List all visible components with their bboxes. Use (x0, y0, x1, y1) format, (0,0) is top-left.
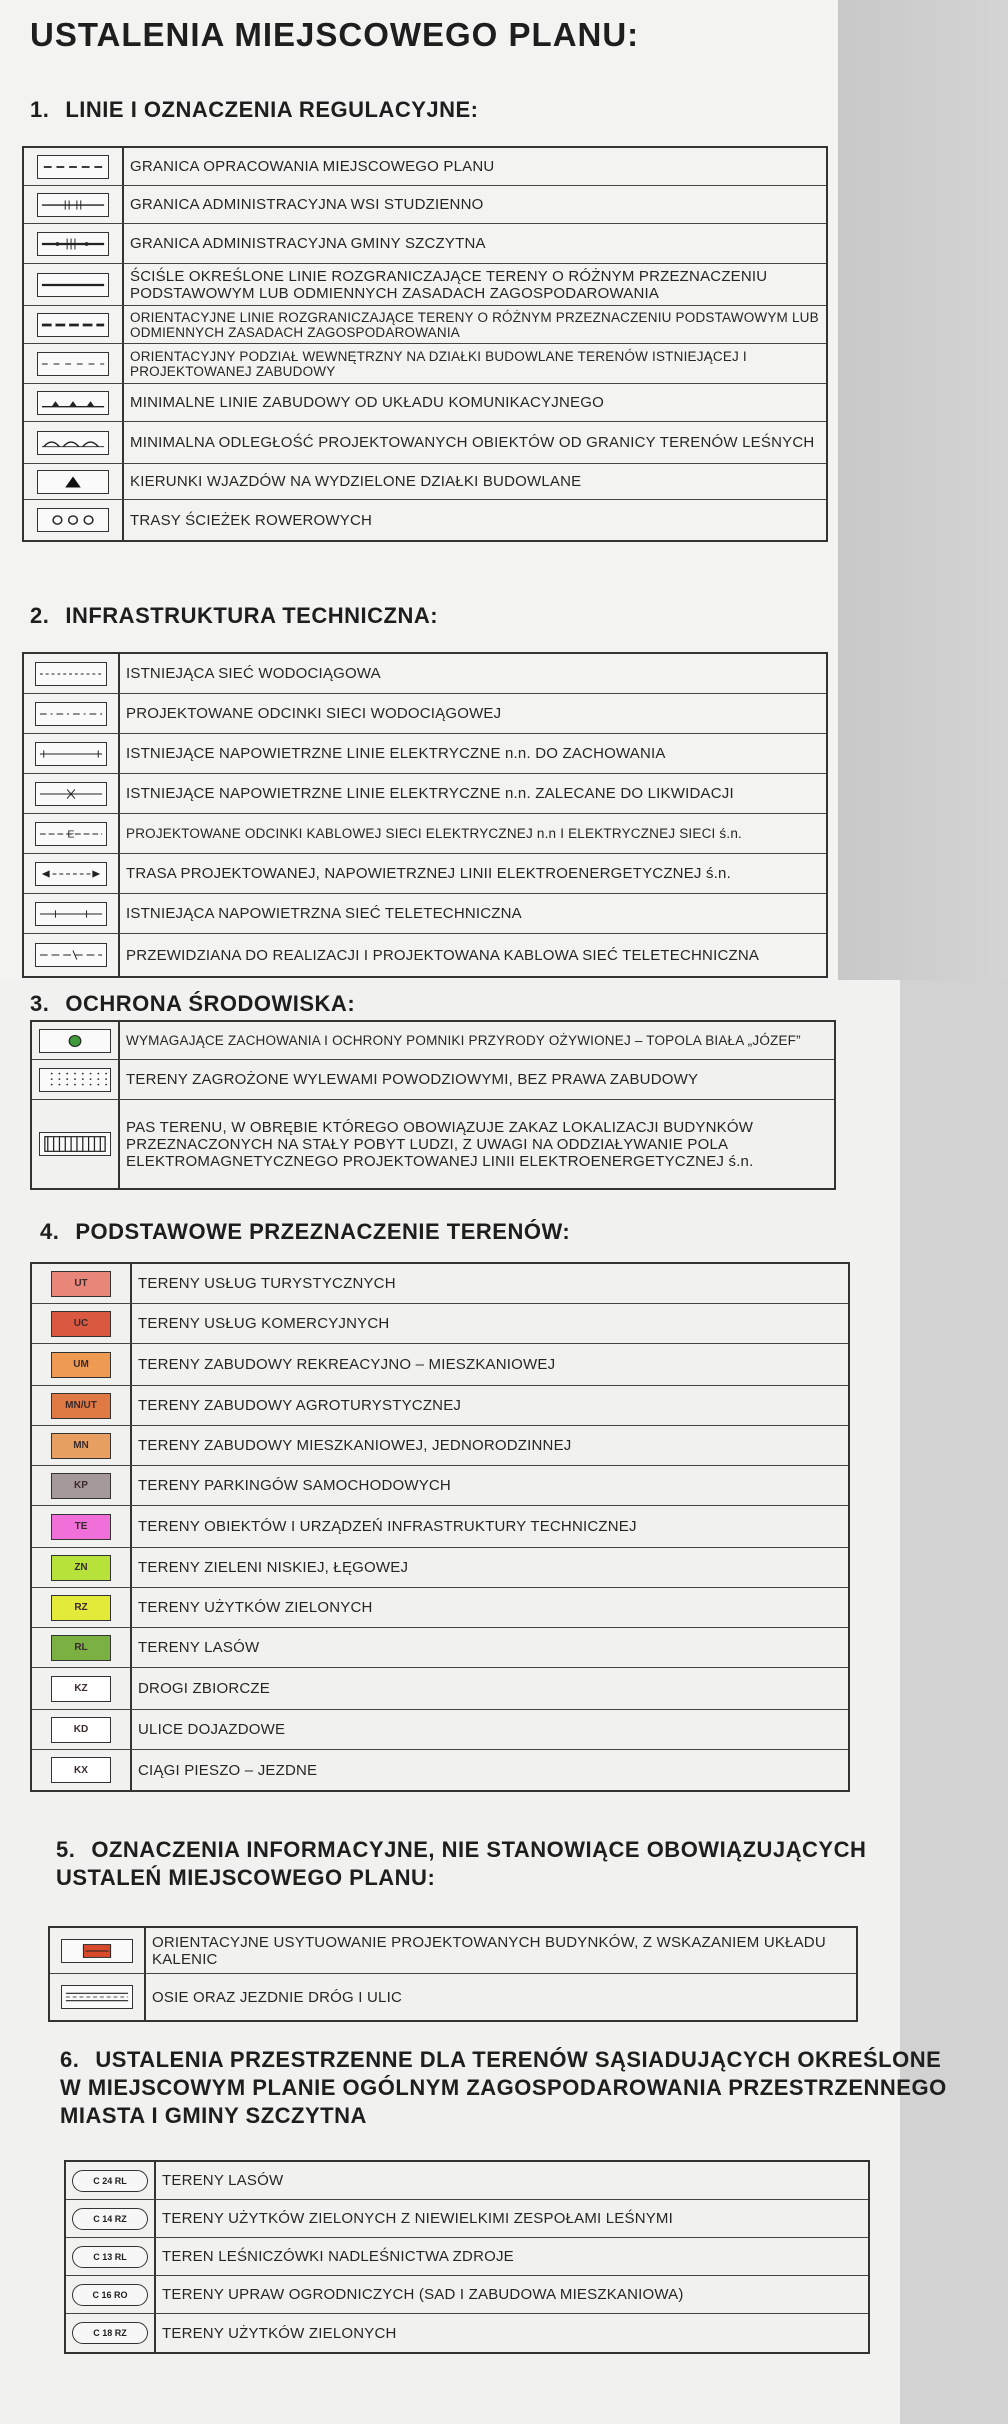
legend-description: TERENY ZAGROŻONE WYLEWAMI POWODZIOWYMI, BEZ PRAWA ZABUDOWY (126, 1071, 699, 1088)
admin-commune-line-icon (37, 232, 109, 256)
legend-row (32, 1386, 848, 1426)
land-use-swatch: RZ (51, 1595, 111, 1621)
land-use-swatch: MN/UT (51, 1393, 111, 1419)
legend-row (24, 894, 826, 934)
legend-description: MINIMALNA ODLEGŁOŚĆ PROJEKTOWANYCH OBIEKTÓW OD GRANICY TERENÓW LEŚNYCH (130, 434, 815, 451)
section-heading: PODSTAWOWE PRZEZNACZENIE TERENÓW: (75, 1219, 571, 1244)
legend-description: PRZEWIDZIANA DO REALIZACJI I PROJEKTOWANA KABLOWA SIEĆ TELETECHNICZNA (126, 946, 760, 964)
legend-row (32, 1264, 848, 1304)
legend-description: GRANICA OPRACOWANIA MIEJSCOWEGO PLANU (130, 158, 495, 175)
legend-description: DROGI ZBIORCZE (138, 1680, 270, 1697)
legend-symbol-cell (24, 694, 120, 733)
section-heading: INFRASTRUKTURA TECHNICZNA: (65, 603, 439, 628)
legend-symbol-cell (32, 1710, 132, 1749)
legend-symbol-cell (32, 1628, 132, 1667)
legend-description: CIĄGI PIESZO – JEZDNE (138, 1761, 318, 1779)
scan-background-lower (900, 980, 1008, 2424)
legend-symbol-cell (24, 422, 124, 463)
legend-row (24, 814, 826, 854)
legend-symbol-cell (24, 654, 120, 693)
legend-row (24, 306, 826, 344)
legend-row (24, 774, 826, 814)
land-use-swatch: UM (51, 1352, 111, 1378)
land-use-swatch: KZ (51, 1676, 111, 1702)
legend-symbol-cell (32, 1588, 132, 1627)
bold-dash-line-icon (37, 313, 109, 337)
legend-description: ISTNIEJĄCE NAPOWIETRZNE LINIE ELEKTRYCZNE n.n. DO ZACHOWANIA (126, 745, 666, 762)
legend-symbol-cell (24, 464, 124, 499)
legend-description: ŚCIŚLE OKREŚLONE LINIE ROZGRANICZAJĄCE TERENY O RÓŻNYM PRZEZNACZENIU PODSTAWOWYM LUB ODMIENNYCH ZASADACH ZAGOSPODAROWANIA (130, 267, 768, 302)
road-icon (61, 1985, 133, 2009)
section-title-4 (40, 1218, 840, 1246)
triangle-line-icon (37, 391, 109, 415)
legend-description: TERENY USŁUG KOMERCYJNYCH (138, 1315, 390, 1332)
svg-text:E: E (67, 829, 75, 841)
legend-description: TERENY UŻYTKÓW ZIELONYCH (138, 1599, 373, 1616)
legend-row (50, 1928, 856, 1974)
legend-symbol-cell (24, 148, 124, 185)
legend-table-4 (30, 1262, 850, 1792)
power-remove-icon (35, 782, 107, 806)
legend-description: PAS TERENU, W OBRĘBIE KTÓREGO OBOWIĄZUJE ZAKAZ LOKALIZACJI BUDYNKÓW PRZEZNACZONYCH NA STAŁY POBYT LUDZI, Z UWAGI NA ODDZIAŁYWANIE POLA ELEKTROMAGNETYCZNEGO PROJEKTOWANEJ LINII ELEKTROENERGETYCZNEJ ś.n. (126, 1118, 754, 1170)
legend-row (24, 854, 826, 894)
legend-description: PROJEKTOWANE ODCINKI SIECI WODOCIĄGOWEJ (126, 705, 502, 722)
legend-row (24, 224, 826, 264)
legend-table-6 (64, 2160, 870, 2354)
legend-symbol-cell (24, 774, 120, 813)
legend-symbol-cell (50, 1974, 146, 2020)
legend-symbol-cell (66, 2162, 156, 2199)
legend-description: ORIENTACYJNY PODZIAŁ WEWNĘTRZNY NA DZIAŁKI BUDOWLANE TERENÓW ISTNIEJĄCEJ I PROJEKTOWANEJ ZABUDOWY (130, 348, 747, 379)
legend-row (24, 654, 826, 694)
section-heading: OZNACZENIA INFORMACYJNE, NIE STANOWIĄCE OBOWIĄZUJĄCYCH USTALEŃ MIEJSCOWEGO PLANU: (56, 1837, 867, 1890)
legend-symbol-cell (24, 344, 124, 383)
land-use-swatch: ZN (51, 1555, 111, 1581)
legend-symbol-cell (66, 2314, 156, 2352)
legend-symbol-cell (32, 1060, 120, 1099)
hatch-icon (39, 1132, 111, 1156)
legend-row (32, 1668, 848, 1710)
legend-symbol-cell (24, 500, 124, 540)
legend-description: TERENY ZIELENI NISKIEJ, ŁĘGOWEJ (138, 1559, 409, 1576)
legend-description: PROJEKTOWANE ODCINKI KABLOWEJ SIECI ELEKTRYCZNEJ n.n I ELEKTRYCZNEJ SIECI ś.n. (126, 826, 742, 841)
legend-symbol-cell (66, 2238, 156, 2275)
legend-symbol-cell (24, 264, 124, 305)
legend-row (66, 2314, 868, 2352)
legend-row (24, 264, 826, 306)
section-number: 6. (60, 2047, 80, 2072)
land-use-swatch: MN (51, 1433, 111, 1459)
legend-row (24, 422, 826, 464)
legend-description: TERENY ZABUDOWY MIESZKANIOWEJ, JEDNORODZINNEJ (138, 1437, 572, 1454)
legend-row (66, 2200, 868, 2238)
solid-line-icon (37, 273, 109, 297)
legend-symbol-cell (32, 1386, 132, 1425)
thin-dash-line-icon (37, 352, 109, 376)
dotted-icon (39, 1068, 111, 1092)
section-number: 1. (30, 97, 50, 122)
section-number: 2. (30, 603, 50, 628)
legend-description: TERENY USŁUG TURYSTYCZNYCH (138, 1275, 396, 1292)
legend-table-3 (30, 1020, 836, 1190)
legend-symbol-cell (32, 1022, 120, 1059)
legend-table-2 (22, 652, 828, 978)
legend-symbol-cell (24, 814, 120, 853)
legend-description: TEREN LEŚNICZÓWKI NADLEŚNICTWA ZDROJE (162, 2248, 514, 2265)
legend-description: TERENY UŻYTKÓW ZIELONYCH Z NIEWIELKIMI ZESPOŁAMI LEŚNYMI (162, 2210, 673, 2227)
section-number: 5. (56, 1837, 76, 1862)
legend-symbol-cell (32, 1548, 132, 1587)
legend-row (66, 2162, 868, 2200)
legend-description: ISTNIEJĄCA SIEĆ WODOCIĄGOWA (126, 665, 381, 682)
section-title-3 (30, 990, 830, 1018)
neighbor-area-code: C 18 RZ (72, 2322, 148, 2344)
scan-background (838, 0, 1008, 980)
legend-row (32, 1750, 848, 1790)
legend-symbol-cell (24, 894, 120, 933)
telecom-projected-icon (35, 943, 107, 967)
legend-description: OSIE ORAZ JEZDNIE DRÓG I ULIC (152, 1988, 402, 2006)
legend-symbol-cell (24, 734, 120, 773)
legend-symbol-cell (32, 1344, 132, 1385)
water-existing-icon (35, 662, 107, 686)
land-use-swatch: RL (51, 1635, 111, 1661)
legend-row (32, 1628, 848, 1668)
legend-row (24, 464, 826, 500)
legend-symbol-cell (32, 1750, 132, 1790)
section-title-2 (30, 602, 830, 630)
legend-row (24, 148, 826, 186)
cable-e-icon (35, 822, 107, 846)
legend-description: TERENY OBIEKTÓW I URZĄDZEŃ INFRASTRUKTURY TECHNICZNEJ (138, 1518, 637, 1535)
land-use-swatch: KD (51, 1717, 111, 1743)
legend-symbol-cell (24, 306, 124, 343)
legend-description: ISTNIEJĄCE NAPOWIETRZNE LINIE ELEKTRYCZNE n.n. ZALECANE DO LIKWIDACJI (126, 785, 734, 802)
land-use-swatch: KP (51, 1473, 111, 1499)
legend-symbol-cell (24, 186, 124, 223)
legend-description: TERENY LASÓW (138, 1639, 260, 1656)
legend-table-5 (48, 1926, 858, 2022)
section-heading: USTALENIA PRZESTRZENNE DLA TERENÓW SĄSIADUJĄCYCH OKREŚLONE W MIEJSCOWYM PLANIE OGÓLNYM ZAGOSPODAROWANIA PRZESTRZENNEGO MIASTA I GMINY SZCZYTNA (60, 2047, 947, 2128)
legend-description: TERENY LASÓW (162, 2172, 284, 2189)
section-title-1 (30, 96, 830, 124)
legend-symbol-cell (32, 1506, 132, 1547)
legend-symbol-cell (32, 1304, 132, 1343)
arc-line-icon (37, 431, 109, 455)
legend-row (32, 1466, 848, 1506)
section-number: 3. (30, 991, 50, 1016)
legend-symbol-cell (32, 1426, 132, 1465)
legend-symbol-cell (32, 1100, 120, 1188)
section-title-5 (56, 1836, 956, 1892)
legend-description: ISTNIEJĄCA NAPOWIETRZNA SIEĆ TELETECHNICZNA (126, 905, 522, 922)
legend-symbol-cell (50, 1928, 146, 1973)
legend-row (66, 2238, 868, 2276)
legend-symbol-cell (24, 224, 124, 263)
legend-description: ORIENTACYJNE LINIE ROZGRANICZAJĄCE TERENY O RÓŻNYM PRZEZNACZENIU PODSTAWOWYM LUB ODMIENNYCH ZASADACH ZAGOSPODAROWANIA (130, 309, 819, 340)
legend-symbol-cell (24, 934, 120, 976)
legend-symbol-cell (32, 1668, 132, 1709)
legend-row (24, 384, 826, 422)
legend-row (24, 186, 826, 224)
water-projected-icon (35, 702, 107, 726)
legend-description: TRASA PROJEKTOWANEJ, NAPOWIETRZNEJ LINII ELEKTROENERGETYCZNEJ ś.n. (126, 865, 731, 882)
legend-description: TERENY UPRAW OGRODNICZYCH (SAD I ZABUDOWA MIESZKANIOWA) (162, 2286, 684, 2303)
admin-village-line-icon (37, 193, 109, 217)
legend-row (32, 1548, 848, 1588)
entry-triangle-icon (37, 470, 109, 494)
arrows-icon (35, 862, 107, 886)
telecom-existing-icon (35, 902, 107, 926)
neighbor-area-code: C 16 RO (72, 2284, 148, 2306)
section-title-6 (60, 2046, 960, 2130)
legend-description: TERENY ZABUDOWY REKREACYJNO – MIESZKANIOWEJ (138, 1356, 556, 1373)
legend-symbol-cell (66, 2276, 156, 2313)
legend-row (32, 1344, 848, 1386)
legend-description: GRANICA ADMINISTRACYJNA GMINY SZCZYTNA (130, 235, 486, 252)
legend-symbol-cell (66, 2200, 156, 2237)
land-use-swatch: KX (51, 1757, 111, 1783)
legend-description: TERENY ZABUDOWY AGROTURYSTYCZNEJ (138, 1397, 462, 1414)
section-number: 4. (40, 1219, 60, 1244)
section-heading: OCHRONA ŚRODOWISKA: (65, 991, 356, 1016)
legend-table-1 (22, 146, 828, 542)
legend-row (24, 934, 826, 976)
neighbor-area-code: C 14 RZ (72, 2208, 148, 2230)
legend-row (24, 500, 826, 540)
neighbor-area-code: C 24 RL (72, 2170, 148, 2192)
legend-description: MINIMALNE LINIE ZABUDOWY OD UKŁADU KOMUNIKACYJNEGO (130, 394, 604, 411)
legend-description: WYMAGAJĄCE ZACHOWANIA I OCHRONY POMNIKI PRZYRODY OŻYWIONEJ – TOPOLA BIAŁA „JÓZEF” (126, 1033, 801, 1048)
legend-description: ULICE DOJAZDOWE (138, 1721, 286, 1738)
legend-row (32, 1426, 848, 1466)
page-title: USTALENIA MIEJSCOWEGO PLANU: (30, 16, 640, 53)
legend-description: GRANICA ADMINISTRACYJNA WSI STUDZIENNO (130, 196, 484, 213)
legend-description: KIERUNKI WJAZDÓW NA WYDZIELONE DZIAŁKI BUDOWLANE (130, 473, 582, 490)
building-icon (61, 1939, 133, 1963)
circles-icon (37, 508, 109, 532)
legend-symbol-cell (32, 1466, 132, 1505)
legend-row (32, 1060, 834, 1100)
legend-row (32, 1710, 848, 1750)
legend-row (32, 1304, 848, 1344)
legend-row (32, 1022, 834, 1060)
legend-row (50, 1974, 856, 2020)
legend-row (66, 2276, 868, 2314)
legend-description: TRASY ŚCIEŻEK ROWEROWYCH (130, 511, 373, 529)
legend-symbol-cell (24, 384, 124, 421)
legend-row (32, 1588, 848, 1628)
land-use-swatch: TE (51, 1514, 111, 1540)
legend-row (24, 344, 826, 384)
legend-symbol-cell (32, 1264, 132, 1303)
legend-row (24, 694, 826, 734)
legend-description: TERENY UŻYTKÓW ZIELONYCH (162, 2324, 397, 2342)
legend-row (32, 1100, 834, 1188)
power-keep-icon (35, 742, 107, 766)
legend-description: ORIENTACYJNE USYTUOWANIE PROJEKTOWANYCH BUDYNKÓW, Z WSKAZANIEM UKŁADU KALENIC (152, 1933, 826, 1968)
legend-row (32, 1506, 848, 1548)
land-use-swatch: UC (51, 1311, 111, 1337)
dash-line-icon (37, 155, 109, 179)
neighbor-area-code: C 13 RL (72, 2246, 148, 2268)
legend-symbol-cell (24, 854, 120, 893)
land-use-swatch: UT (51, 1271, 111, 1297)
legend-row (24, 734, 826, 774)
green-dot-icon (39, 1029, 111, 1053)
legend-description: TERENY PARKINGÓW SAMOCHODOWYCH (138, 1477, 451, 1494)
section-heading: LINIE I OZNACZENIA REGULACYJNE: (65, 97, 479, 122)
